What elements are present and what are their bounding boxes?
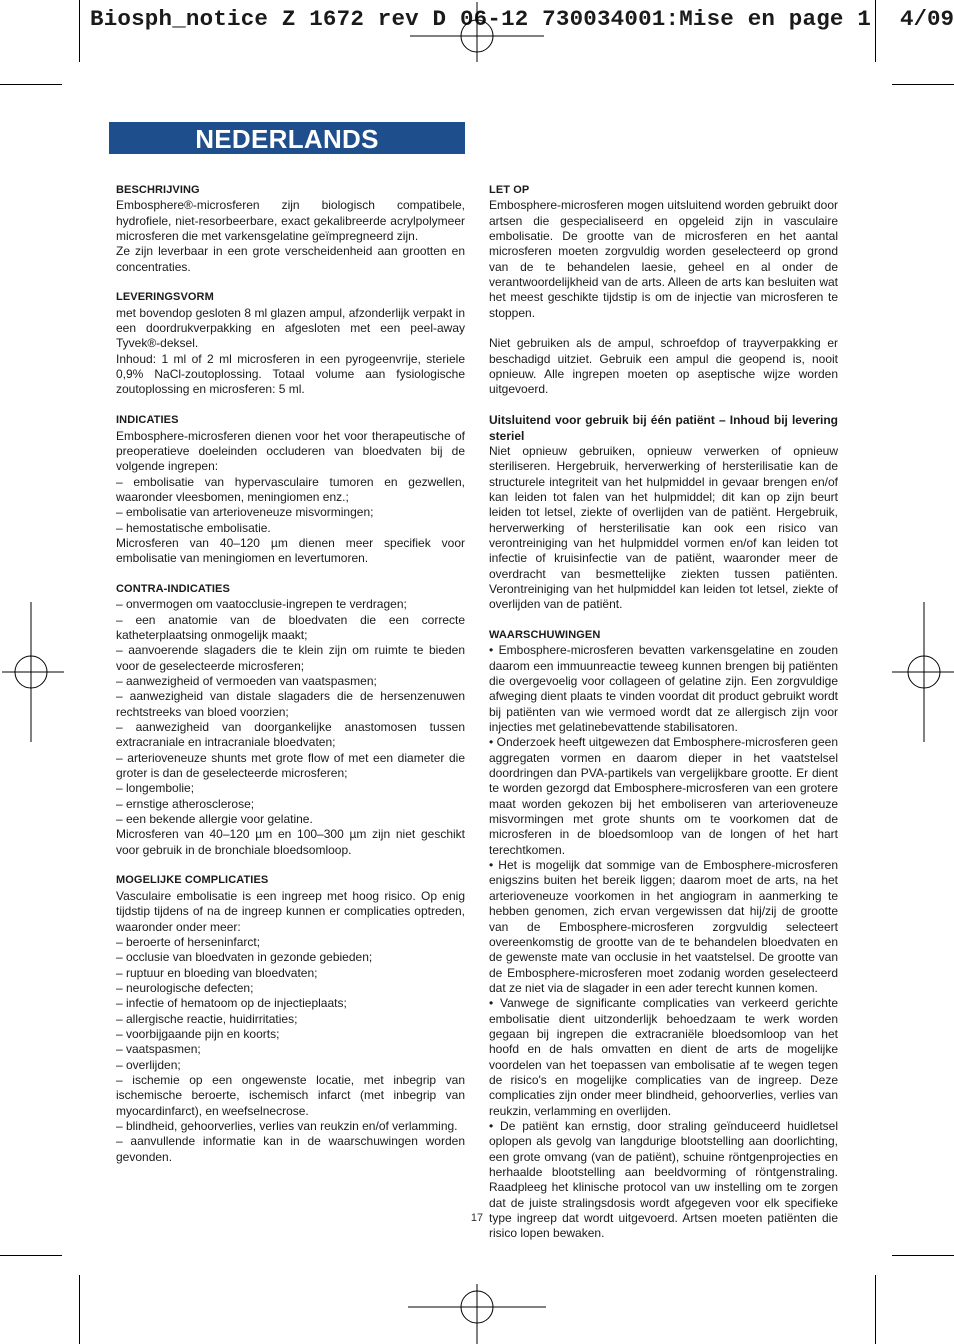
paragraph: Embosphere®-microsferen zijn biologisch compatibele, hydrofiele, niet-resorbeerbare, exact gekalibreerde acrylpolymeer microsferen die met varkensgelatine geïmpregneerd zijn. xyxy=(116,198,465,244)
list-item: – allergische reactie, huidirritaties; xyxy=(116,1011,298,1026)
paragraph: Microsferen van 40–120 µm dienen meer specifiek voor embolisatie van meningiomen en levertumoren. xyxy=(116,535,465,566)
list-item: – infectie of hematoom op de injectieplaats; xyxy=(116,996,347,1011)
paragraph: Ze zijn leverbaar in een grote verscheidenheid aan grootten en concentraties. xyxy=(116,244,465,274)
crop-mark xyxy=(875,1275,876,1344)
bullet-item: • Onderzoek heeft uitgewezen dat Embosphere-microsferen geen aggregaten vormen en daarom dieper in het vaatstelsel doordringen dan PVA-partikels van vergelijkbare grootte. Er dient te worden gezorgd dat Embosphere-microsferen van een grotere maat worden gekozen bij het emboliseren van arterioveneuze misvormingen met grote shunts om te voorkomen dat de microsferen in de bloedsomloop van de longen of het hart terechtkomen. xyxy=(489,735,838,857)
paragraph: Niet opnieuw gebruiken, opnieuw verwerken of opnieuw steriliseren. Hergebruik, herverwerking of hersterilisatie kan de structurele integriteit van het hulpmiddel in gevaar brengen en/of kan leiden tot falen van het hulpmiddel; dit kan op zijn beurt leiden tot letsel, ziekte of overlijden van de patiënt. Hergebruik, herverwerking of hersterilisatie kan ook een risico van verontreiniging van het hulpmiddel vormen en/of kan leiden tot infectie of kruisinfectie van de patiënt, waaronder meer de overdracht van besmettelijke ziekten tussen patiënten. Verontreiniging van het hulpmiddel kan leiden tot letsel, ziekte of overlijden van de patiënt. xyxy=(489,443,838,612)
crop-mark xyxy=(79,1275,80,1344)
list-item: – embolisatie van arterioveneuze misvormingen; xyxy=(116,505,374,520)
section-contra-indicaties xyxy=(116,582,465,858)
list-item: – beroerte of herseninfarct; xyxy=(116,934,261,949)
print-slug: Biosph_notice Z 1672 rev D 06-12 730034001:Mise en page 1 xyxy=(90,6,872,32)
bold-lead: Uitsluitend voor gebruik bij één patiënt – Inhoud bij levering steriel xyxy=(489,413,838,443)
section-title: CONTRA-INDICATIES xyxy=(116,582,230,595)
list-item: – occlusie van bloedvaten in gezonde gebieden; xyxy=(116,950,373,965)
list-item: – een anatomie van de bloedvaten die een correcte katheterplaatsing onmogelijk maakt; xyxy=(116,612,465,642)
registration-mark-icon xyxy=(410,2,544,62)
crop-mark xyxy=(892,1255,954,1256)
bullet-item: • De patiënt kan ernstig, door straling geïnduceerd huidletsel oplopen als gevolg van langdurige blootstelling aan doorlichting, een grote omvang (van de patiënt), schuine röntgenprojecties en herhaalde blootstelling aan beeldvorming of röntgenstraling. Raadpleeg het klinische protocol van uw instelling om te zorgen dat de juiste stralingsdosis wordt afgegeven voor elk specifieke type ingreep dat wordt uitgevoerd. Artsen moeten patiënten die risico lopen bewaken. xyxy=(489,1118,838,1241)
paragraph: Inhoud: 1 ml of 2 ml microsferen in een pyrogeenvrije, steriele 0,9% NaCl-zoutoplossing. Totaal volume aan fysiologische zoutoplossing en microsferen: 5 ml. xyxy=(116,351,465,397)
list-item: – longembolie; xyxy=(116,781,195,796)
crop-mark xyxy=(79,0,80,62)
list-item: – aanvoerende slagaders die te klein zijn om ruimte te bieden voor de geselecteerde microsferen; xyxy=(116,643,465,673)
language-banner: NEDERLANDS xyxy=(109,122,465,154)
section-title: LEVERINGSVORM xyxy=(116,291,214,304)
list-item: – aanwezigheid of vermoeden van vaatspasmen; xyxy=(116,674,377,688)
list-item: – een bekende allergie voor gelatine. xyxy=(116,812,313,827)
crop-mark xyxy=(0,84,62,85)
paragraph: Niet gebruiken als de ampul, schroefdop of trayverpakking er beschadigd uitziet. Gebruik een ampul die geopend is, nooit opnieuw. Alle ingrepen moeten op aseptische wijze worden uitgevoerd. xyxy=(489,336,838,397)
section-indicaties xyxy=(116,413,465,566)
paragraph: Microsferen van 40–120 µm en 100–300 µm zijn niet geschikt voor gebruik in de bronchiale bloedsomloop. xyxy=(116,827,465,857)
paragraph: Embosphere-microsferen mogen uitsluitend worden gebruikt door artsen die gespecialiseerd en opgeleid zijn in vasculaire embolisatie. De grootte van de microsferen en het aantal microsferen moeten zorgvuldig worden geselecteerd op grond van de te behandelen laesie, geheel en al onder de verantwoordelijkheid van de arts. Alleen de arts kan besluiten wat het meest geschikte tijdstip is om de injectie van microsferen te stoppen. xyxy=(489,198,838,320)
paragraph: Embosphere-microsferen dienen voor het voor therapeutische of preoperatieve doeleinden occluderen van bloedvaten bij de volgende ingrepen: xyxy=(116,428,465,474)
page-number: 17 xyxy=(470,1212,484,1224)
left-column xyxy=(116,183,465,1180)
list-item: – aanwezigheid van distale slagaders die de hersenzenuwen rechtstreeks van bloed voorzien; xyxy=(116,689,465,719)
bullet-item: • Embosphere-microsferen bevatten varkensgelatine en zouden daarom een immuunreactie teweeg kunnen brengen bij patiënten die overgevoelig voor collageen of gelatine zijn. Een zorgvuldige afweging dient plaats te vinden voordat dit product gebruikt wordt bij patiënten van wie vermoed wordt dat ze allergisch zijn voor injecties met gelatinebevattende stabilisatoren. xyxy=(489,643,838,735)
section-eenmalig-gebruik xyxy=(489,413,838,612)
list-item: – ernstige atherosclerose; xyxy=(116,796,255,811)
list-item: – hemostatische embolisatie. xyxy=(116,520,271,535)
section-title: INDICATIES xyxy=(116,414,179,427)
list-item: – voorbijgaande pijn en koorts; xyxy=(116,1026,280,1041)
paragraph: met bovendop gesloten 8 ml glazen ampul, afzonderlijk verpakt in een doordrukverpakking en afgesloten met een peel-away Tyvek®-deksel. xyxy=(116,305,465,351)
list-item: – aanvullende informatie kan in de waarschuwingen worden gevonden. xyxy=(116,1134,465,1164)
list-item: – embolisatie van hypervasculaire tumoren en gezwellen, waaronder vleesbomen, meningiomen enz.; xyxy=(116,474,465,504)
right-column xyxy=(489,183,838,1257)
registration-mark-icon xyxy=(408,1284,546,1344)
section-beschrijving xyxy=(116,183,465,275)
section-title: LET OP xyxy=(489,184,530,196)
section-title: BESCHRIJVING xyxy=(116,184,200,196)
section-ampul-gebruik xyxy=(489,336,838,397)
list-item: – blindheid, gehoorverlies, verlies van reukzin en/of verlamming. xyxy=(116,1118,458,1133)
section-waarschuwingen xyxy=(489,628,838,1242)
list-item: – aanwezigheid van doorgankelijke anastomosen tussen extracraniale en intracraniale bloedvaten; xyxy=(116,720,465,750)
list-item: – ruptuur en bloeding van bloedvaten; xyxy=(116,965,318,980)
list-item: – neurologische defecten; xyxy=(116,980,254,995)
bullet-item: • Het is mogelijk dat sommige van de Embosphere-microsferen enigszins buiten het bereik liggen; daarom moet de arts, na het arterioveneuze voorkomen in het angiogram in aanmerking te hebben genomen, zich ervan vergewissen dat hij/zij de grootte van de Embosphere-microsferen zorgvuldig selecteert overeenkomstig de grootte van de te behandelen bloedvaten en de gewenste mate van occlusie in het vaatstelsel. De grootte van de Embosphere-microsferen moet zodanig worden geselecteerd dat ze niet via de slagader in een ader terecht kunnen komen. xyxy=(489,858,838,995)
registration-mark-icon xyxy=(892,602,954,742)
registration-mark-icon xyxy=(2,602,64,742)
list-item: – onvermogen om vaatocclusie-ingrepen te verdragen; xyxy=(116,597,407,612)
list-item: – vaatspasmen; xyxy=(116,1042,201,1057)
list-item: – overlijden; xyxy=(116,1057,181,1072)
list-item: – arterioveneuze shunts met grote flow of met een diameter die groter is dan de geselecteerde microsferen; xyxy=(116,750,465,781)
crop-mark xyxy=(875,0,876,62)
crop-mark xyxy=(0,1255,62,1256)
paragraph: Vasculaire embolisatie is een ingreep met hoog risico. Op enig tijdstip tijdens of na de ingreep kunnen er complicaties optreden, waaronder onder meer: xyxy=(116,888,465,934)
section-let-op xyxy=(489,183,838,321)
section-leveringsvorm xyxy=(116,290,465,397)
section-title: WAARSCHUWINGEN xyxy=(489,628,601,641)
section-title: MOGELIJKE COMPLICATIES xyxy=(116,874,269,887)
print-slug-page: 4/09 xyxy=(900,6,954,32)
crop-mark xyxy=(892,84,954,85)
section-mogelijke-complicaties xyxy=(116,873,465,1165)
bullet-item: • Vanwege de significante complicaties van verkeerd gerichte embolisatie dient uitzonderlijk behoedzaam te werk worden gegaan bij ingrepen die extracraniële bloedsomloop van het hoofd en de hals omvatten en dient de arts de mogelijke voordelen van het toepassen van embolisatie af te wegen tegen de risico's en mogelijke complicaties van de ingreep. Deze complicaties zijn onder meer blindheid, gehoorverlies, verlies van reukzin, verlamming en overlijden. xyxy=(489,996,838,1118)
list-item: – ischemie op een ongewenste locatie, met inbegrip van ischemische beroerte, ischemisch infarct (met inbegrip van myocardinfarct), en weefselnecrose. xyxy=(116,1072,465,1118)
